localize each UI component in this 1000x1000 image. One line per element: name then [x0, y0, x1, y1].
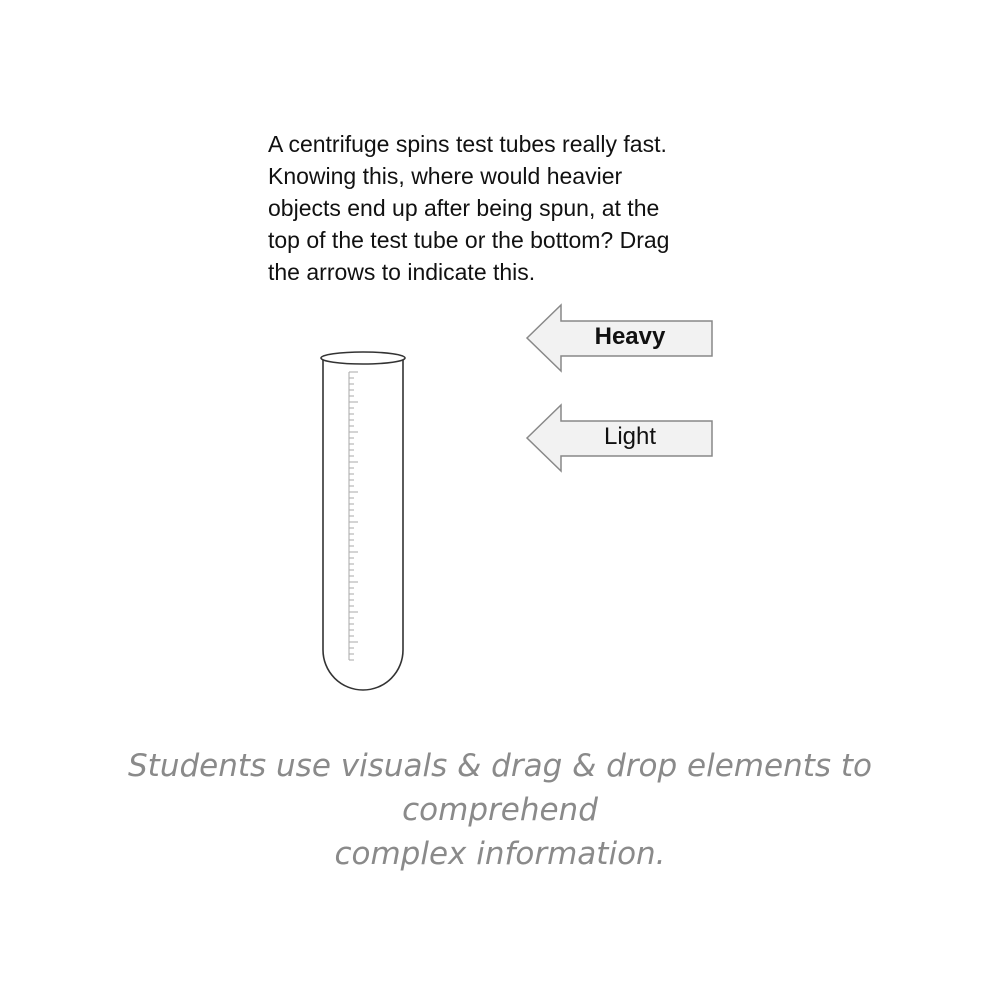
caption-line: complex information. — [334, 836, 666, 872]
test-tube-icon — [318, 348, 410, 694]
caption — [40, 744, 960, 876]
heavy-arrow-label: Heavy — [594, 323, 666, 350]
heavy-arrow[interactable] — [525, 303, 715, 373]
light-arrow[interactable] — [525, 403, 715, 473]
question-line: the arrows to indicate this. — [268, 259, 536, 285]
question-line: Knowing this, where would heavier — [268, 163, 623, 189]
question-text — [268, 128, 748, 288]
question-line: top of the test tube or the bottom? Drag — [268, 227, 670, 253]
question-line: objects end up after being spun, at the — [268, 195, 660, 221]
light-arrow-label: Light — [603, 423, 657, 450]
caption-line: Students use visuals & drag & drop elements to comprehend — [127, 748, 872, 828]
test-tube-drawing — [318, 348, 410, 694]
question-line: A centrifuge spins test tubes really fast. — [268, 131, 667, 157]
